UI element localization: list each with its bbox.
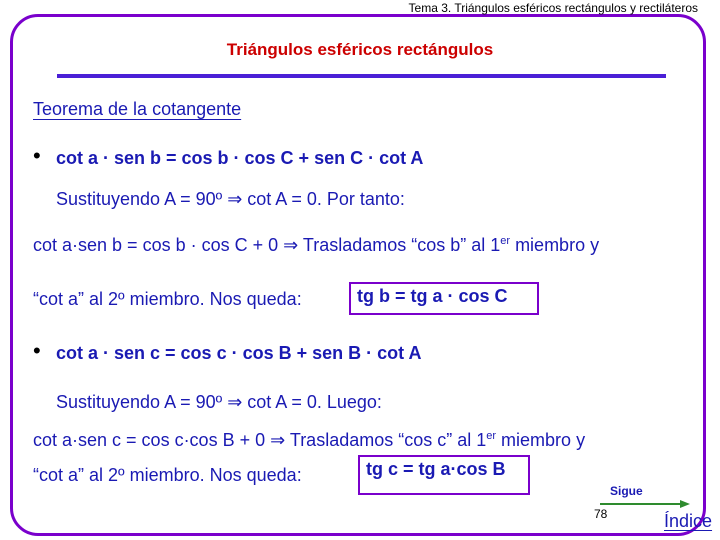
step-line-1-text: cot a·sen b = cos b · cos C + 0 ⇒ Trasladamos “cos b” al 1 xyxy=(33,235,501,255)
next-arrow-icon[interactable] xyxy=(600,499,692,509)
page-number: 78 xyxy=(594,507,608,521)
formula-2: cot a · sen c = cos c · cos B + sen B · cot A xyxy=(56,343,422,363)
result-box-2: tg c = tg a·cos B xyxy=(358,455,530,495)
step-line-2-sup: er xyxy=(486,430,497,442)
step-line-1-sup: er xyxy=(500,235,511,247)
index-link[interactable]: Índice xyxy=(664,511,713,531)
header-topic: Tema 3. Triángulos esféricos rectángulos y rectiláteros xyxy=(408,1,698,15)
next-button[interactable]: Sigue xyxy=(610,484,643,498)
title-divider xyxy=(57,74,666,78)
bullet-1: • xyxy=(33,143,41,168)
conclusion-2: “cot a” al 2º miembro. Nos queda: xyxy=(33,465,302,485)
step-line-1 xyxy=(33,235,599,256)
step-line-2-text: cot a·sen c = cos c·cos B + 0 ⇒ Trasladamos “cos c” al 1 xyxy=(33,430,487,450)
conclusion-1: “cot a” al 2º miembro. Nos queda: xyxy=(33,289,302,309)
formula-1: cot a · sen b = cos b · cos C + sen C · cot A xyxy=(56,148,424,168)
substitution-2: Sustituyendo A = 90º ⇒ cot A = 0. Luego: xyxy=(56,392,382,412)
step-line-1-tail: miembro y xyxy=(510,235,600,255)
result-box-1: tg b = tg a · cos C xyxy=(349,282,539,315)
theorem-heading: Teorema de la cotangente xyxy=(33,99,242,119)
slide-title: Triángulos esféricos rectángulos xyxy=(226,40,494,59)
bullet-2: • xyxy=(33,338,41,363)
step-line-2 xyxy=(33,430,585,451)
substitution-1: Sustituyendo A = 90º ⇒ cot A = 0. Por tanto: xyxy=(56,189,405,209)
step-line-2-tail: miembro y xyxy=(496,430,586,450)
